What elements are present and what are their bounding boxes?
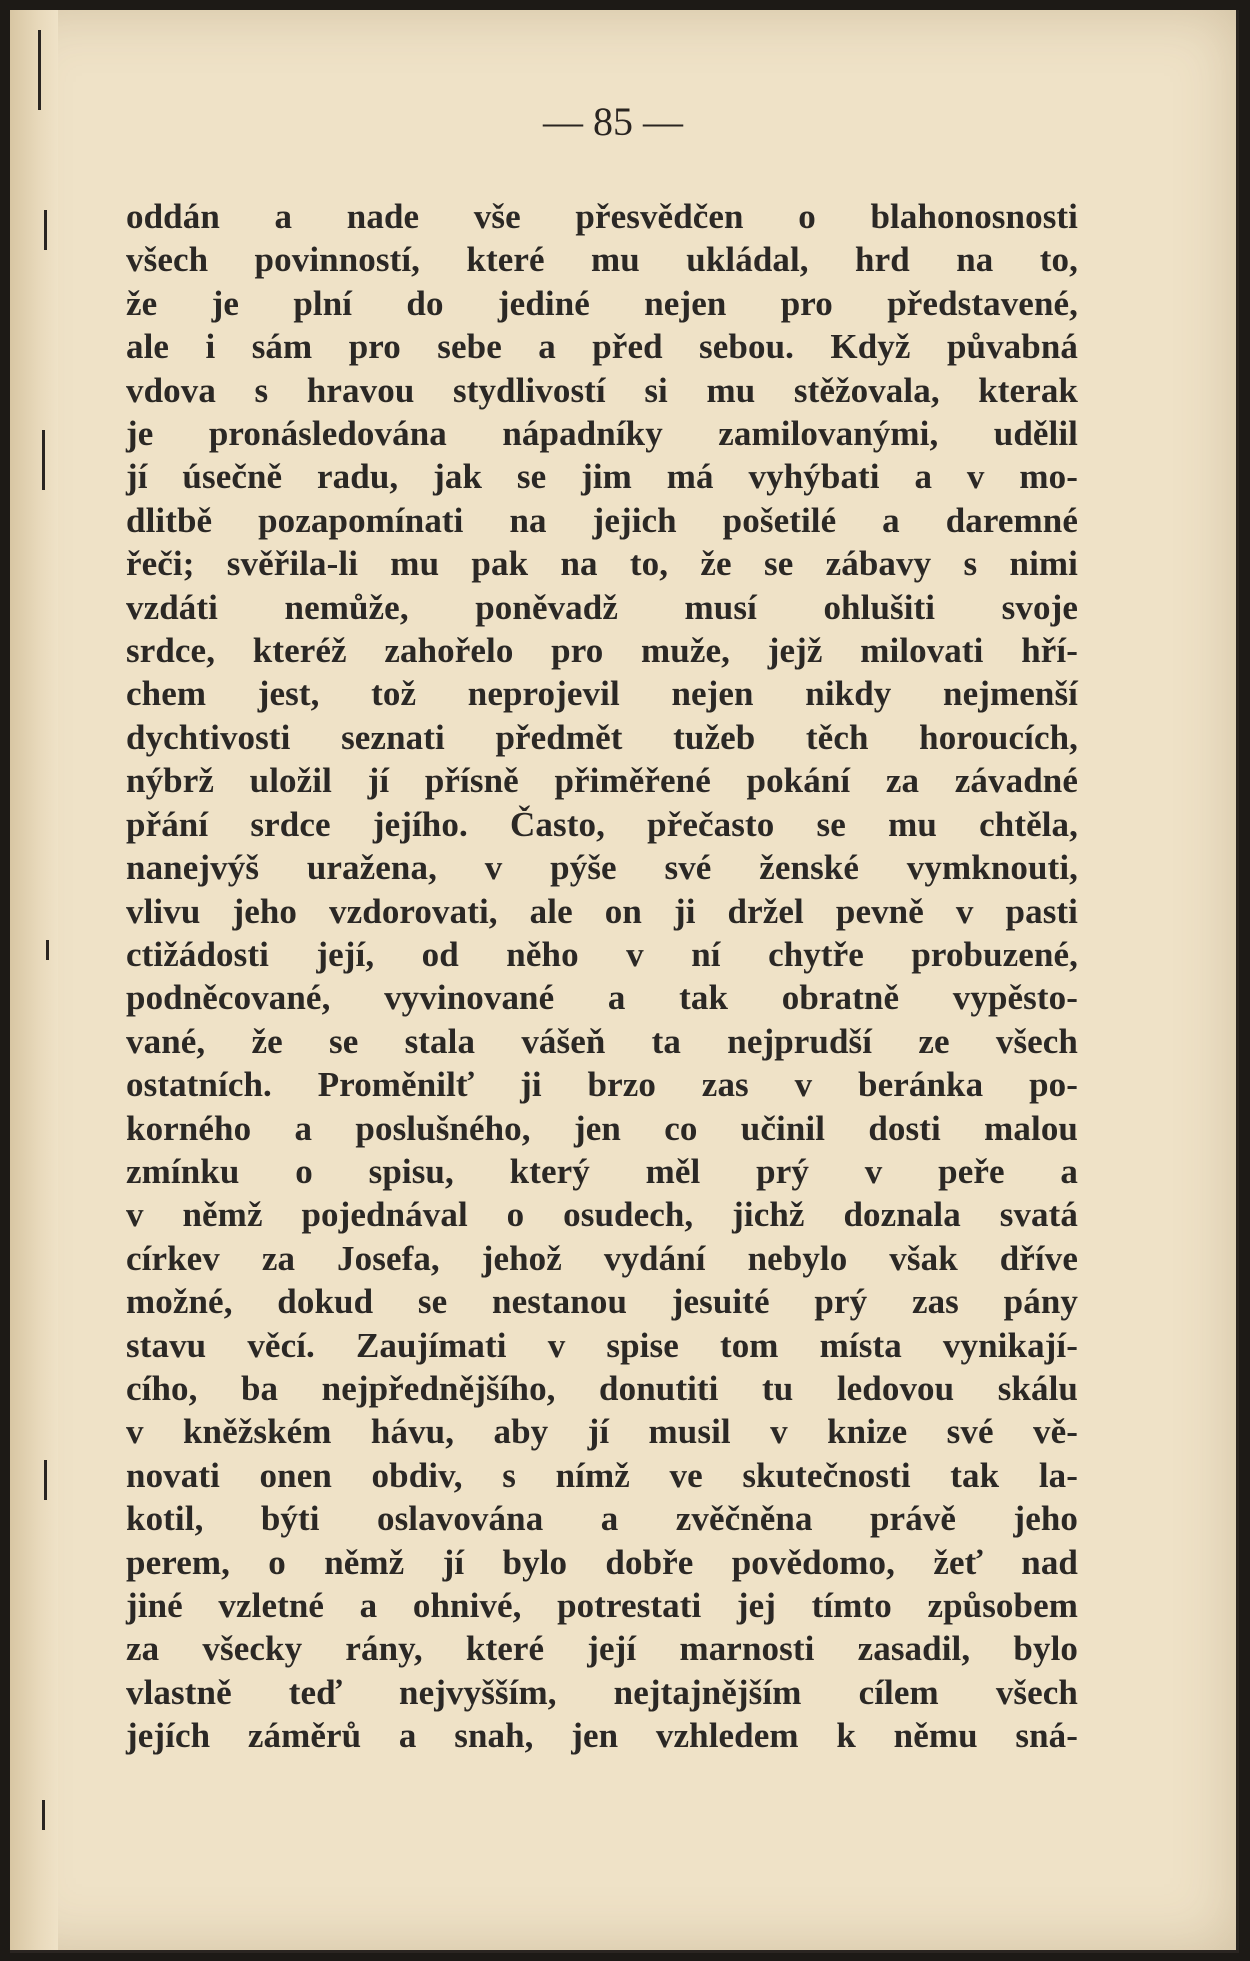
- text-line: za všecky rány, které její marnosti zasadil, bylo: [126, 1629, 1078, 1669]
- text-line: je pronásledována nápadníky zamilovanými, udělil: [126, 414, 1078, 454]
- text-line: vlivu jeho vzdorovati, ale on ji držel pevně v pasti: [126, 891, 1078, 931]
- text-line: jiné vzletné a ohnivé, potrestati jej tímto způsobem: [126, 1586, 1078, 1625]
- text-line: zmínku o spisu, který měl prý v peře a: [126, 1151, 1078, 1191]
- text-line: jejích záměrů a snah, jen vzhledem k němu sná-: [126, 1716, 1078, 1756]
- text-line: možné, dokud se nestanou jesuité prý zas pány: [126, 1282, 1078, 1322]
- page-number: — 85 —: [543, 99, 683, 144]
- text-line: stavu věcí. Zaujímati v spise tom místa vynikají-: [126, 1325, 1078, 1365]
- text-line: že je plní do jediné nejen pro představené,: [126, 283, 1078, 323]
- text-line: novati onen obdiv, s nímž ve skutečnosti tak la-: [126, 1455, 1078, 1495]
- gutter-mark: [44, 1460, 47, 1500]
- text-line: ostatních. Proměnilť ji brzo zas v beránka po-: [126, 1065, 1078, 1105]
- text-line: vzdáti nemůže, poněvadž musí ohlušiti svoje: [126, 587, 1078, 627]
- text-line: v němž pojednával o osudech, jichž doznala svatá: [126, 1195, 1078, 1235]
- text-line: podněcované, vyvinované a tak obratně vypěsto-: [126, 978, 1078, 1018]
- text-line: v kněžském hávu, aby jí musil v knize své vě-: [126, 1412, 1078, 1452]
- gutter-mark: [44, 210, 47, 250]
- body-text: [126, 195, 1078, 1758]
- text-line: srdce, kteréž zahořelo pro muže, jejž milovati hří-: [126, 631, 1078, 671]
- gutter-mark: [46, 940, 49, 960]
- text-line: nanejvýš uražena, v pýše své ženské vymknouti,: [126, 848, 1078, 888]
- text-line: perem, o němž jí bylo dobře povědomo, žeť nad: [126, 1542, 1078, 1582]
- text-line: korného a poslušného, jen co učinil dosti malou: [126, 1108, 1078, 1148]
- text-line: přání srdce jejího. Často, přečasto se mu chtěla,: [126, 804, 1078, 844]
- text-line: řeči; svěřila-li mu pak na to, že se zábavy s nimi: [126, 544, 1078, 584]
- binding-gutter: [10, 10, 58, 1950]
- text-line: vané, že se stala vášeň ta nejprudší ze všech: [126, 1021, 1078, 1061]
- text-line: vlastně teď nejvyšším, nejtajnějším cílem všech: [126, 1672, 1078, 1712]
- text-line: nýbrž uložil jí přísně přiměřené pokání za závadné: [126, 761, 1078, 801]
- text-line: oddán a nade vše přesvědčen o blahonosnosti: [126, 197, 1078, 236]
- text-line: ale i sám pro sebe a před sebou. Když půvabná: [126, 327, 1078, 367]
- text-line: ctižádosti její, od něho v ní chytře probuzené,: [126, 934, 1078, 974]
- text-line: vdova s hravou stydlivostí si mu stěžovala, kterak: [126, 370, 1078, 410]
- book-page: [10, 10, 1239, 1953]
- text-line: církev za Josefa, jehož vydání nebylo však dříve: [126, 1238, 1078, 1278]
- text-line: chem jest, tož neprojevil nejen nikdy nejmenší: [126, 674, 1078, 714]
- text-line: jí úsečně radu, jak se jim má vyhýbati a v mo-: [126, 457, 1078, 497]
- gutter-mark: [42, 1800, 45, 1830]
- gutter-mark: [42, 430, 45, 490]
- text-line: všech povinností, které mu ukládal, hrd na to,: [126, 240, 1078, 280]
- text-line: dlitbě pozapomínati na jejich pošetilé a daremné: [126, 500, 1078, 540]
- text-line: dychtivosti seznati předmět tužeb těch horoucích,: [126, 717, 1078, 757]
- text-line: kotil, býti oslavována a zvěčněna právě jeho: [126, 1499, 1078, 1539]
- text-line: cího, ba nejpřednějšího, donutiti tu ledovou skálu: [126, 1368, 1078, 1408]
